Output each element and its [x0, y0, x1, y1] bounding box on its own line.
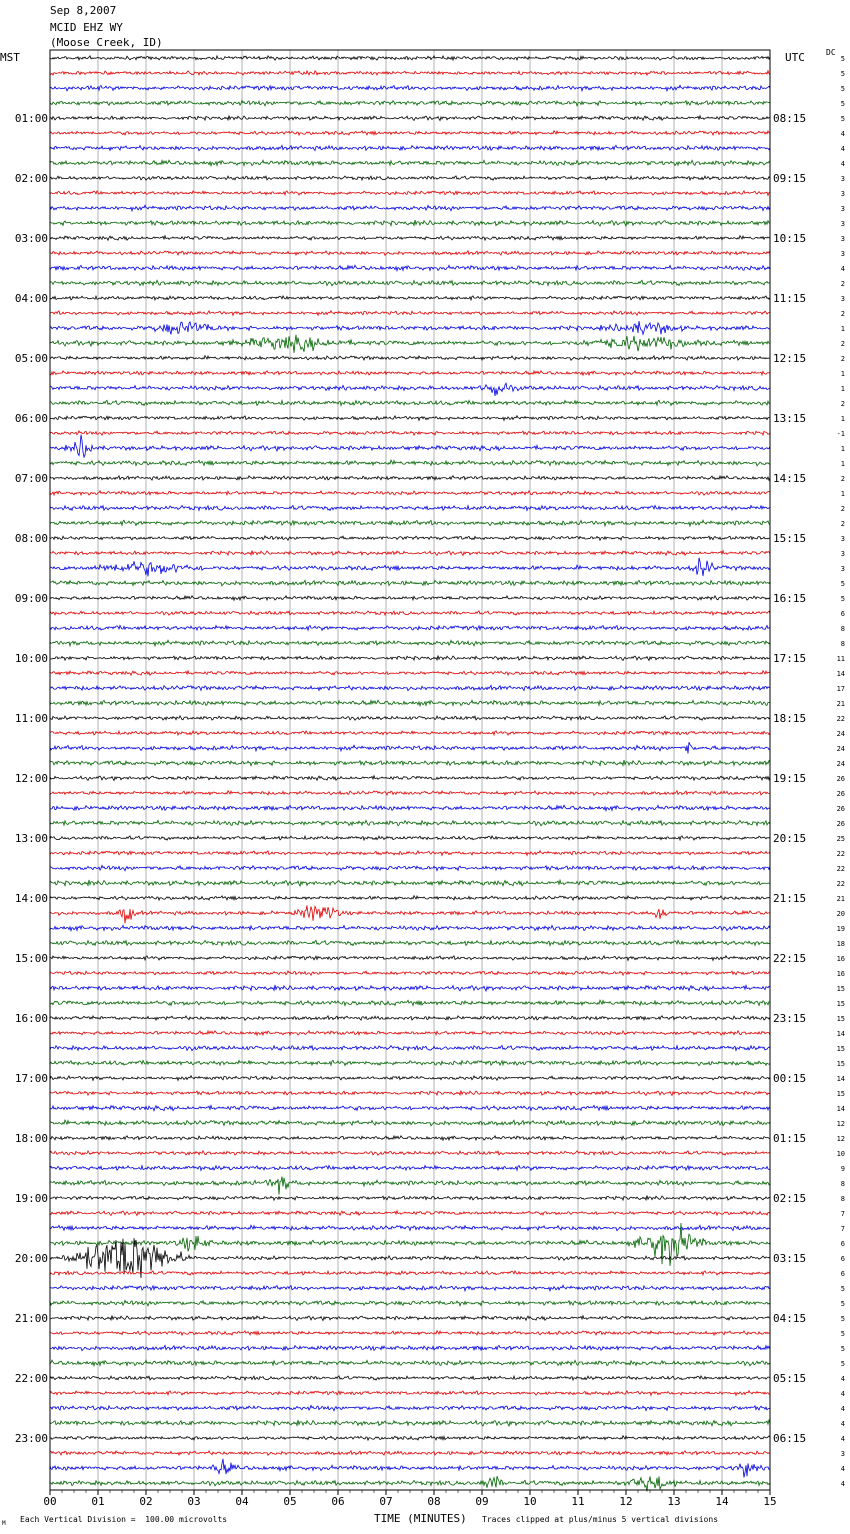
dc-offset-label: 21	[836, 700, 845, 708]
dc-offset-label: 4	[840, 1375, 845, 1383]
trace-row	[50, 476, 770, 481]
dc-offset-label: 21	[836, 895, 845, 903]
trace-row	[50, 100, 770, 105]
dc-offset-label: 22	[836, 715, 845, 723]
trace-row	[50, 580, 770, 586]
left-hour-label: 10:00	[14, 652, 48, 665]
right-hour-label: 18:15	[773, 712, 807, 725]
dc-offset-label: 3	[840, 535, 845, 543]
trace-row	[50, 311, 770, 316]
dc-offset-label: 3	[840, 295, 845, 303]
dc-offset-label: 26	[836, 805, 845, 813]
trace-row	[50, 520, 770, 526]
trace-row	[50, 1316, 770, 1321]
trace-row	[50, 1300, 770, 1305]
trace-row	[50, 1285, 770, 1291]
trace-row	[50, 551, 770, 556]
left-hour-label: 20:00	[14, 1252, 48, 1265]
trace-row	[50, 1225, 770, 1230]
dc-offset-label: 4	[840, 1420, 845, 1428]
left-axis-title: MST	[0, 51, 20, 64]
trace-row	[50, 866, 770, 871]
trace-row	[50, 656, 770, 661]
x-tick-label: 03	[187, 1495, 201, 1508]
trace-row	[50, 1076, 770, 1081]
dc-offset-label: 3	[840, 190, 845, 198]
trace-row	[50, 356, 770, 361]
dc-offset-label: 6	[840, 610, 845, 618]
dc-offset-label: 4	[840, 1390, 845, 1398]
dc-offset-label: 1	[840, 445, 845, 453]
dc-offset-label: 5	[840, 1285, 845, 1293]
dc-offset-label: 2	[840, 400, 845, 408]
trace-row	[50, 805, 770, 810]
dc-offset-label: 5	[840, 55, 845, 63]
trace-row	[50, 1031, 770, 1036]
dc-offset-label: 8	[840, 625, 845, 633]
dc-offset-label: 1	[840, 370, 845, 378]
trace-row	[50, 1271, 770, 1275]
left-hour-label: 18:00	[14, 1132, 48, 1145]
dc-offset-label: 15	[836, 985, 845, 993]
header-location: (Moose Creek, ID)	[50, 36, 163, 49]
trace-row	[50, 145, 770, 150]
dc-offset-label: 24	[836, 730, 845, 738]
dc-offset-label: 5	[840, 70, 845, 78]
dc-offset-label: 5	[840, 1330, 845, 1338]
dc-offset-label: 15	[836, 1045, 845, 1053]
dc-offset-label: 7	[840, 1210, 845, 1218]
trace-row	[50, 460, 770, 466]
dc-offset-label: 4	[840, 1480, 845, 1488]
time-grid	[50, 50, 770, 1495]
trace-row	[50, 220, 770, 226]
left-hour-label: 11:00	[14, 712, 48, 725]
dc-offset-label: 12	[836, 1120, 845, 1128]
corner-mark: M	[2, 1520, 6, 1527]
trace-row	[50, 131, 770, 135]
dc-offset-label: 2	[840, 280, 845, 288]
right-hour-label: 20:15	[773, 832, 807, 845]
left-hour-label: 21:00	[14, 1312, 48, 1325]
trace-row	[50, 383, 770, 396]
trace-row	[50, 1376, 770, 1380]
trace-row	[50, 1459, 770, 1478]
trace-row	[50, 491, 770, 495]
right-hour-label: 01:15	[773, 1132, 807, 1145]
dc-offset-label: 3	[840, 565, 845, 573]
trace-row	[50, 1000, 770, 1006]
trace-row	[50, 1136, 770, 1141]
dc-offset-label: 1	[840, 415, 845, 423]
dc-offset-label: 15	[836, 1090, 845, 1098]
trace-row	[50, 85, 770, 91]
dc-offset-label: 16	[836, 955, 845, 963]
trace-row	[50, 1166, 770, 1171]
left-hour-label: 23:00	[14, 1432, 48, 1445]
dc-offset-label: 12	[836, 1135, 845, 1143]
dc-offset-label: 5	[840, 100, 845, 108]
dc-offset-label: 3	[840, 235, 845, 243]
dc-offset-label: 11	[836, 655, 845, 663]
left-hour-label: 09:00	[14, 592, 48, 605]
left-hour-label: 15:00	[14, 952, 48, 965]
trace-row	[50, 280, 770, 286]
x-tick-label: 02	[139, 1495, 153, 1508]
trace-row	[50, 160, 770, 166]
dc-offset-label: -1	[836, 430, 845, 438]
dc-offset-label: 5	[840, 580, 845, 588]
trace-row	[50, 1060, 770, 1065]
dc-offset-label: 5	[840, 1360, 845, 1368]
trace-row	[50, 1451, 770, 1456]
trace-row	[50, 971, 770, 975]
dc-offset-label: 5	[840, 1315, 845, 1323]
trace-row	[50, 880, 770, 886]
x-tick-label: 06	[331, 1495, 345, 1508]
trace-row	[50, 700, 770, 706]
x-tick-label: 04	[235, 1495, 249, 1508]
right-hour-label: 15:15	[773, 532, 807, 545]
right-hour-label: 11:15	[773, 292, 807, 305]
left-hour-label: 22:00	[14, 1372, 48, 1385]
dc-offset-label: 3	[840, 220, 845, 228]
dc-offset-label: 4	[840, 1435, 845, 1443]
right-hour-label: 12:15	[773, 352, 807, 365]
x-tick-label: 11	[571, 1495, 585, 1508]
dc-offset-label: 14	[836, 1030, 845, 1038]
trace-row	[50, 1105, 770, 1110]
trace-row	[50, 851, 770, 856]
dc-offset-label: 22	[836, 850, 845, 858]
trace-row	[50, 236, 770, 241]
x-tick-label: 01	[91, 1495, 105, 1508]
dc-offset-label: 2	[840, 505, 845, 513]
dc-offset-label: 3	[840, 175, 845, 183]
left-hour-label: 07:00	[14, 472, 48, 485]
dc-offset-label: 4	[840, 1465, 845, 1473]
clip-note: Traces clipped at plus/minus 5 vertical divisions	[482, 1515, 719, 1524]
scale-note: Each Vertical Division = 100.00 microvolts	[20, 1515, 228, 1524]
right-hour-label: 16:15	[773, 592, 807, 605]
dc-offset-label: 8	[840, 1180, 845, 1188]
header-date: Sep 8,2007	[50, 4, 117, 17]
right-hour-label: 10:15	[773, 232, 807, 245]
trace-row	[50, 1391, 770, 1396]
trace-row	[50, 956, 770, 961]
trace-layer	[50, 56, 770, 1492]
right-hour-label: 14:15	[773, 472, 807, 485]
dc-offset-label: 3	[840, 250, 845, 258]
right-hour-label: 17:15	[773, 652, 807, 665]
trace-row	[50, 1211, 770, 1216]
trace-row	[50, 716, 770, 720]
dc-title: DC	[826, 48, 836, 57]
dc-offset-label: 3	[840, 550, 845, 558]
trace-row	[50, 776, 770, 781]
dc-offset-label: 14	[836, 1075, 845, 1083]
dc-offset-label: 17	[836, 685, 845, 693]
trace-row	[50, 205, 770, 211]
dc-offset-label: 5	[840, 1345, 845, 1353]
dc-offset-label: 24	[836, 745, 845, 753]
right-hour-label: 19:15	[773, 772, 807, 785]
trace-row	[50, 176, 770, 180]
dc-offset-label: 25	[836, 835, 845, 843]
trace-row	[50, 626, 770, 631]
right-hour-label: 02:15	[773, 1192, 807, 1205]
right-hour-label: 22:15	[773, 952, 807, 965]
trace-row	[50, 896, 770, 900]
trace-row	[50, 251, 770, 256]
dc-offset-label: 26	[836, 775, 845, 783]
x-tick-label: 00	[43, 1495, 57, 1508]
x-tick-label: 08	[427, 1495, 441, 1508]
x-tick-label: 09	[475, 1495, 489, 1508]
dc-offset-label: 24	[836, 760, 845, 768]
right-hour-label: 03:15	[773, 1252, 807, 1265]
dc-offset-label: 6	[840, 1255, 845, 1263]
trace-row	[50, 742, 770, 753]
dc-offset-label: 14	[836, 1105, 845, 1113]
dc-offset-label: 8	[840, 1195, 845, 1203]
dc-offset-label: 5	[840, 85, 845, 93]
trace-row	[50, 335, 770, 353]
right-hour-label: 21:15	[773, 892, 807, 905]
dc-offset-label: 2	[840, 340, 845, 348]
trace-row	[50, 1420, 770, 1426]
x-tick-label: 15	[763, 1495, 777, 1508]
trace-row	[50, 265, 770, 270]
trace-row	[50, 1345, 770, 1350]
dc-offset-label: 4	[840, 145, 845, 153]
trace-row	[50, 71, 770, 75]
dc-offset-label: 2	[840, 355, 845, 363]
left-hour-label: 17:00	[14, 1072, 48, 1085]
x-tick-label: 14	[715, 1495, 729, 1508]
trace-row	[50, 1046, 770, 1051]
dc-offset-label: 1	[840, 460, 845, 468]
trace-row	[50, 611, 770, 615]
x-tick-label: 13	[667, 1495, 681, 1508]
trace-row	[50, 671, 770, 676]
x-tick-label: 10	[523, 1495, 537, 1508]
trace-row	[50, 760, 770, 766]
trace-row	[50, 558, 770, 577]
right-hour-label: 23:15	[773, 1012, 807, 1025]
dc-offset-label: 16	[836, 970, 845, 978]
x-axis-title: TIME (MINUTES)	[374, 1512, 467, 1525]
trace-row	[50, 685, 770, 690]
trace-row	[50, 940, 770, 945]
trace-row	[50, 731, 770, 735]
left-hour-label: 03:00	[14, 232, 48, 245]
dc-offset-label: 7	[840, 1225, 845, 1233]
left-hour-label: 06:00	[14, 412, 48, 425]
trace-row	[50, 116, 770, 121]
dc-offset-label: 26	[836, 790, 845, 798]
dc-offset-label: 14	[836, 670, 845, 678]
left-hour-label: 19:00	[14, 1192, 48, 1205]
dc-offset-label: 1	[840, 385, 845, 393]
dc-offset-label: 2	[840, 475, 845, 483]
trace-row	[50, 596, 770, 601]
dc-offset-label: 3	[840, 1450, 845, 1458]
dc-offset-label: 2	[840, 520, 845, 528]
header-station: MCID EHZ WY	[50, 21, 123, 34]
dc-offset-label: 3	[840, 205, 845, 213]
trace-row	[50, 1476, 770, 1491]
trace-row	[50, 1331, 770, 1335]
trace-row	[50, 640, 770, 646]
x-tick-label: 07	[379, 1495, 393, 1508]
left-hour-label: 08:00	[14, 532, 48, 545]
trace-row	[50, 416, 770, 421]
dc-offset-label: 19	[836, 925, 845, 933]
dc-offset-label: 26	[836, 820, 845, 828]
left-hour-label: 16:00	[14, 1012, 48, 1025]
trace-row	[50, 321, 770, 334]
trace-row	[50, 400, 770, 405]
right-hour-label: 13:15	[773, 412, 807, 425]
left-hour-label: 01:00	[14, 112, 48, 125]
dc-offset-label: 18	[836, 940, 845, 948]
right-axis-title: UTC	[785, 51, 805, 64]
trace-row	[50, 536, 770, 540]
dc-offset-label: 8	[840, 640, 845, 648]
trace-row	[50, 56, 770, 60]
trace-row	[50, 836, 770, 840]
left-hour-label: 04:00	[14, 292, 48, 305]
dc-offset-label: 20	[836, 910, 845, 918]
trace-row	[50, 431, 770, 435]
dc-offset-label: 5	[840, 1300, 845, 1308]
trace-row	[50, 1177, 770, 1195]
trace-row	[50, 905, 770, 923]
left-hour-label: 12:00	[14, 772, 48, 785]
dc-offset-label: 15	[836, 1015, 845, 1023]
dc-offset-label: 5	[840, 115, 845, 123]
x-tick-label: 05	[283, 1495, 297, 1508]
trace-row	[50, 191, 770, 196]
dc-offset-label: 1	[840, 490, 845, 498]
trace-row	[50, 1436, 770, 1440]
right-hour-label: 09:15	[773, 172, 807, 185]
dc-offset-label: 6	[840, 1270, 845, 1278]
trace-row	[50, 1016, 770, 1021]
trace-row	[50, 925, 770, 930]
trace-row	[50, 820, 770, 826]
dc-offset-label: 6	[840, 1240, 845, 1248]
dc-offset-label: 15	[836, 1060, 845, 1068]
dc-offset-label: 4	[840, 130, 845, 138]
dc-offset-label: 1	[840, 325, 845, 333]
trace-row	[50, 296, 770, 300]
dc-offset-label: 22	[836, 865, 845, 873]
axis-labels	[15, 55, 845, 1508]
right-hour-label: 08:15	[773, 112, 807, 125]
dc-offset-label: 9	[840, 1165, 845, 1173]
trace-row	[50, 1120, 770, 1126]
trace-row	[50, 1151, 770, 1155]
left-hour-label: 14:00	[14, 892, 48, 905]
trace-row	[50, 506, 770, 511]
trace-row	[50, 1360, 770, 1366]
dc-offset-label: 15	[836, 1000, 845, 1008]
left-hour-label: 05:00	[14, 352, 48, 365]
trace-row	[50, 371, 770, 376]
right-hour-label: 05:15	[773, 1372, 807, 1385]
dc-offset-label: 2	[840, 310, 845, 318]
trace-row	[50, 1406, 770, 1411]
trace-row	[50, 1196, 770, 1201]
dc-offset-label: 22	[836, 880, 845, 888]
dc-offset-label: 5	[840, 595, 845, 603]
trace-row	[50, 791, 770, 796]
trace-row	[50, 1091, 770, 1096]
dc-offset-label: 4	[840, 160, 845, 168]
dc-offset-label: 10	[836, 1150, 845, 1158]
dc-offset-label: 4	[840, 1405, 845, 1413]
trace-row	[50, 985, 770, 991]
x-tick-label: 12	[619, 1495, 633, 1508]
trace-row	[50, 435, 770, 458]
left-hour-label: 13:00	[14, 832, 48, 845]
right-hour-label: 00:15	[773, 1072, 807, 1085]
left-hour-label: 02:00	[14, 172, 48, 185]
right-hour-label: 04:15	[773, 1312, 807, 1325]
dc-offset-label: 4	[840, 265, 845, 273]
right-hour-label: 06:15	[773, 1432, 807, 1445]
